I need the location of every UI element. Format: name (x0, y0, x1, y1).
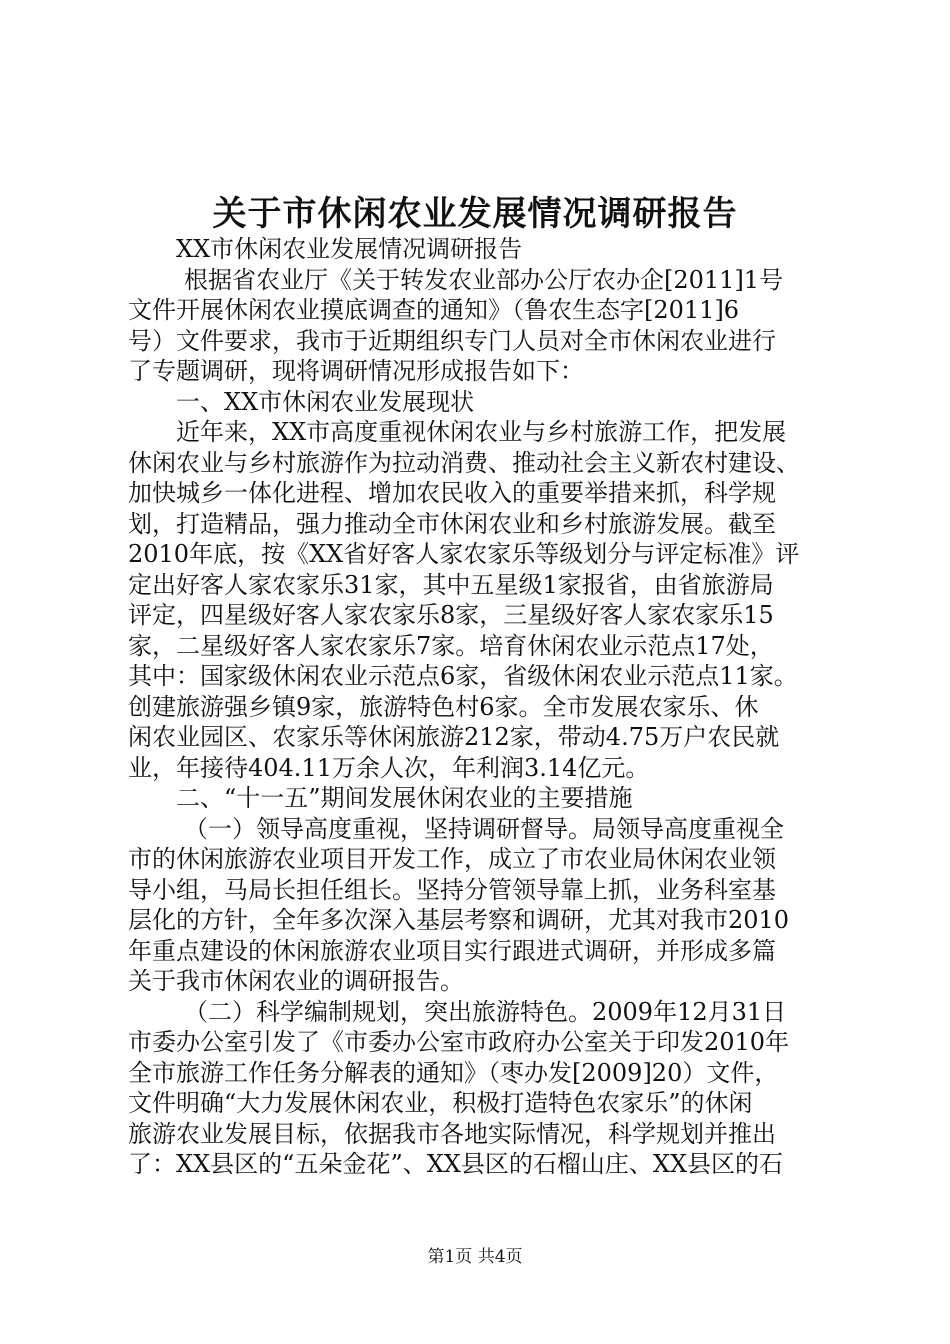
body-line: 层化的方针，全年多次深入基层考察和调研，尤其对我市2010 (128, 906, 790, 934)
body-line: XX市休闲农业发展情况调研报告 (176, 235, 523, 263)
document-title: 关于市休闲农业发展情况调研报告 (212, 194, 738, 234)
body-line: 业，年接待404.11万余人次，年利润3.14亿元。 (128, 753, 650, 782)
body-line: 划，打造精品，强力推动全市休闲农业和乡村旅游发展。截至 (128, 509, 776, 538)
body-line: 近年来，XX市高度重视休闲农业与乡村旅游工作，把发展 (176, 418, 787, 446)
body-line: 家，二星级好客人家农家乐7家。培育休闲农业示范点17处， (128, 631, 774, 660)
section-heading: 二、“十一五”期间发展休闲农业的主要措施 (176, 784, 633, 812)
body-line: 2010年底，按《XX省好客人家农家乐等级划分与评定标准》评 (128, 540, 800, 568)
page-number-footer: 第1页 共4页 (427, 1247, 523, 1267)
body-line: 全市旅游工作任务分解表的通知》（枣办发[2009]20）文件， (128, 1058, 779, 1087)
body-line: 号）文件要求，我市于近期组织专门人员对全市休闲农业进行 (128, 326, 776, 355)
document-body (128, 234, 828, 1180)
body-line: 评定，四星级好客人家农家乐8家，三星级好客人家农家乐15 (128, 601, 774, 629)
body-line: （二）科学编制规划，突出旅游特色。2009年12月31日 (184, 997, 787, 1026)
body-line: 文件明确“大力发展休闲农业，积极打造特色农家乐”的休闲 (128, 1089, 753, 1117)
section-heading: 一、XX市休闲农业发展现状 (176, 387, 475, 416)
body-line: （一）领导高度重视，坚持调研督导。局领导高度重视全 (184, 814, 784, 843)
body-line: 加快城乡一体化进程、增加农民收入的重要举措来抓，科学规 (128, 479, 776, 507)
body-line: 了：XX县区的“五朵金花”、XX县区的石榴山庄、XX县区的石 (128, 1150, 784, 1178)
body-line: 市的休闲旅游农业项目开发工作，成立了市农业局休闲农业领 (128, 845, 776, 873)
body-line: 休闲农业与乡村旅游作为拉动消费、推动社会主义新农村建设、 (128, 448, 800, 477)
body-line: 文件开展休闲农业摸底调查的通知》（鲁农生态字[2011]6 (128, 296, 740, 324)
body-line: 闲农业园区、农家乐等休闲旅游212家，带动4.75万户农民就 (128, 723, 780, 751)
body-line: 其中：国家级休闲农业示范点6家，省级休闲农业示范点11家。 (128, 662, 798, 690)
body-line: 了专题调研，现将调研情况形成报告如下： (128, 357, 584, 385)
body-line: 导小组，马局长担任组长。坚持分管领导靠上抓，业务科室基 (128, 875, 776, 904)
body-line: 定出好客人家农家乐31家，其中五星级1家报省，由省旅游局 (128, 570, 774, 599)
body-line: 关于我市休闲农业的调研报告。 (128, 967, 464, 995)
body-line: 年重点建设的休闲旅游农业项目实行跟进式调研，并形成多篇 (128, 936, 776, 965)
body-line: 创建旅游强乡镇9家，旅游特色村6家。全市发展农家乐、休 (128, 692, 759, 721)
body-line: 旅游农业发展目标，依据我市各地实际情况，科学规划并推出 (128, 1119, 776, 1148)
body-line: 市委办公室引发了《市委办公室市政府办公室关于印发2010年 (128, 1028, 790, 1056)
body-line: 根据省农业厅《关于转发农业部办公厅农办企[2011]1号 (184, 265, 784, 294)
